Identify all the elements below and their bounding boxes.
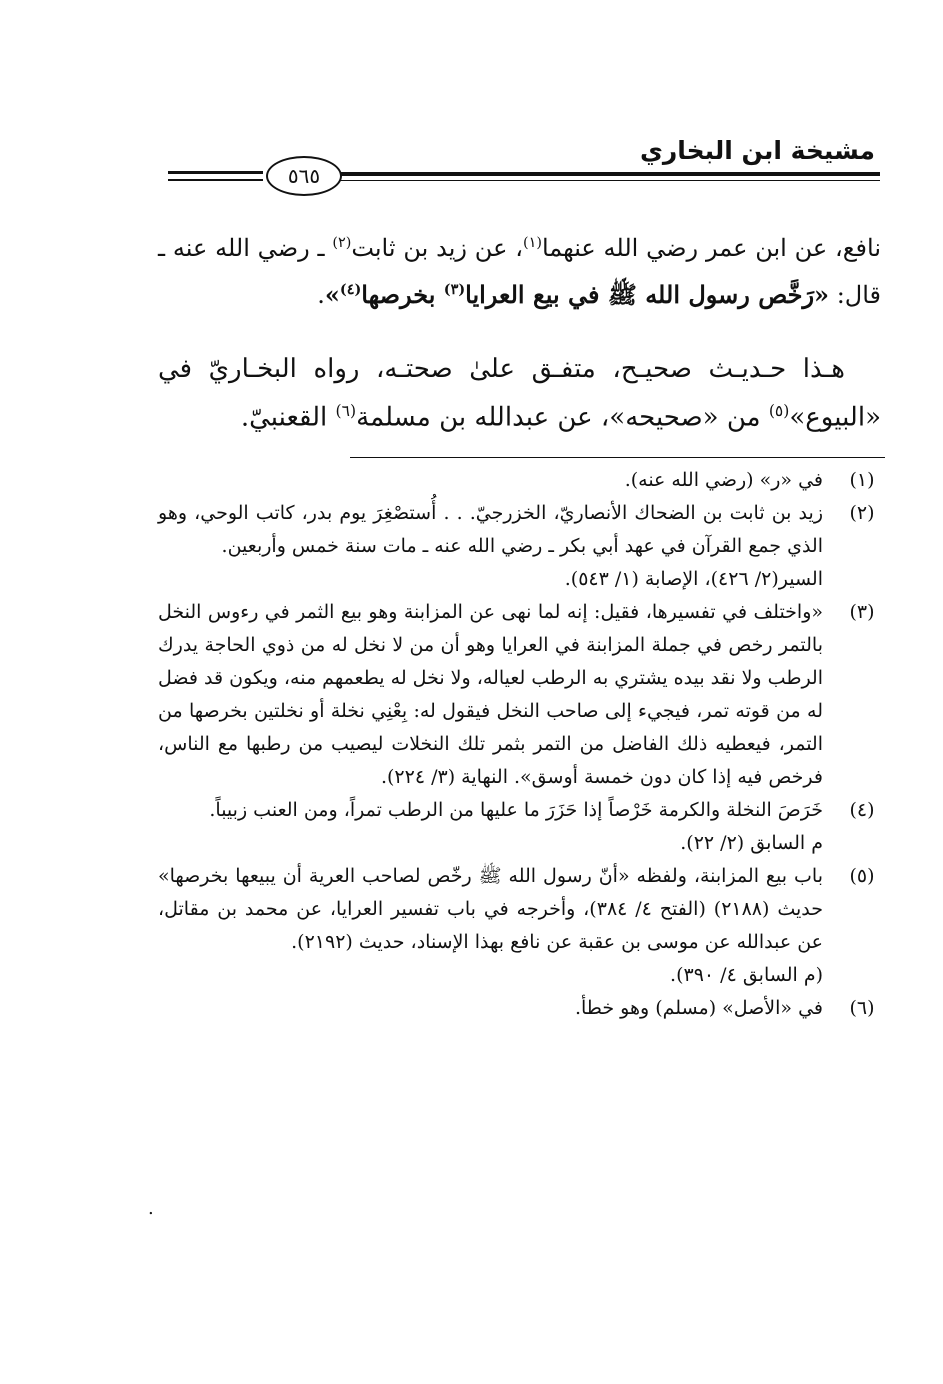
footnote-number: (٤) bbox=[849, 799, 875, 821]
footnote-number: (١) bbox=[849, 469, 875, 491]
footnote-ref-4: (٤) bbox=[339, 281, 362, 298]
footnote-line: في «ر» (رضي الله عنه). bbox=[624, 469, 823, 491]
hadith-text-c: » bbox=[324, 280, 340, 309]
header-rule-thin bbox=[340, 180, 880, 181]
hadith-text bbox=[325, 280, 829, 309]
header-rule-thick bbox=[340, 172, 880, 176]
hadith-end: . bbox=[317, 281, 325, 309]
footnote-line: السير(٢/ ٤٢٦)، الإصابة (١/ ٥٤٣). bbox=[564, 568, 823, 590]
hadith-text-b: بخرصها bbox=[361, 280, 444, 309]
hadith-text-a: «رَخَّص رسول الله ﷺ في بيع العرايا bbox=[465, 280, 830, 309]
footnote-ref-6: (٦) bbox=[335, 402, 357, 420]
footnote-6 bbox=[158, 992, 881, 1025]
footnote-3 bbox=[158, 596, 881, 794]
footnote-ref-3: (٣) bbox=[443, 281, 466, 298]
footnote-line: م السابق (٢/ ٢٢). bbox=[680, 832, 823, 854]
header-rule-left-bottom bbox=[168, 179, 263, 181]
footnote-separator bbox=[350, 457, 885, 458]
footnote-5 bbox=[158, 860, 881, 992]
running-title: مشيخة ابن البخاري bbox=[639, 136, 875, 165]
commentary-text-c: القعنبيّ. bbox=[240, 402, 336, 433]
stray-mark: . bbox=[148, 1198, 154, 1219]
commentary-text-b: من «صحيحه»، عن عبدالله بن مسلمة bbox=[356, 402, 769, 433]
footnote-2 bbox=[158, 497, 881, 596]
footnote-number: (٢) bbox=[849, 502, 875, 524]
footnote-line: خَرَصَ النخلة والكرمة خَرْصاً إذا حَزَرَ ما عليها من الرطب تمراً، ومن العنب زبيباً. bbox=[209, 799, 823, 821]
footnote-1 bbox=[158, 464, 881, 497]
footnote-number: (٥) bbox=[849, 865, 875, 887]
isnad-text: نافع، عن ابن عمر رضي الله عنهما bbox=[541, 234, 882, 262]
commentary-paragraph bbox=[158, 348, 881, 439]
footnotes bbox=[158, 464, 881, 1025]
footnote-number: (٦) bbox=[849, 997, 875, 1019]
footnote-ref-2: (٢) bbox=[332, 235, 352, 251]
footnote-line: في «الأصل» (مسلم) وهو خطأ. bbox=[574, 997, 823, 1019]
footnote-line: باب بيع المزابنة، ولفظه «أنّ رسول الله ﷺ رخّص لصاحب العرية أن يبيعها بخرصها» حديث (٢١٨٨) (الفتح ٤/ ٣٨٤)، وأخرجه في باب تفسير العرايا، عن محمد بن مقاتل، عن عبدالله عن موسى بن عقبة عن نافع بهذا الإسناد، حديث (٢١٩٢). bbox=[158, 865, 823, 953]
page-number: ٥٦٥ bbox=[266, 156, 342, 196]
isnad-text-2: ، عن زيد بن ثابت bbox=[351, 234, 523, 262]
footnote-line: (م السابق ٤/ ٣٩٠). bbox=[670, 964, 823, 986]
footnote-ref-5: (٥) bbox=[768, 402, 790, 420]
footnote-line: زيد بن ثابت بن الضحاك الأنصاريّ، الخزرجيّ. . . أُستصْغِرَ يوم بدر، كاتب الوحي، وهو الذي جمع القرآن في عهد أبي بكر ـ رضي الله عنه ـ مات سنة خمس وأربعين. bbox=[158, 502, 823, 557]
hadith-paragraph bbox=[158, 222, 881, 316]
footnote-number: (٣) bbox=[849, 601, 875, 623]
footnote-4 bbox=[158, 794, 881, 860]
isnad-text-3: ـ رضي الله عنه ـ قال: bbox=[158, 234, 881, 309]
footnote-ref-1: (١) bbox=[522, 235, 542, 251]
commentary-text-a: هـذا حـديـث صحيـح، متفـق علىٰ صحتـه، رواه البخـاريّ في «البيوع» bbox=[158, 354, 881, 433]
header-rule-left-top bbox=[168, 171, 263, 174]
footnote-line: «واختلف في تفسيرها، فقيل: إنه لما نهى عن المزابنة وهو بيع الثمر في رءوس النخل بالتمر رخص في جملة المزابنة في العرايا وهو أن من لا نخل له من ذوي الحاجة يدرك الرطب ولا نقد بيده يشتري به الرطب لعياله، ولا نخل له يطعمهم منه، ويكون قد فضل له من قوته تمر، فيجيء إلى صاحب النخل فيقول له: بِعْنِي نخلة أو نخلتين بخرصها من التمر، فيعطيه ذلك الفاضل من التمر بثمر تلك النخلات ليصيب من رطبها مع الناس، فرخص فيه إذا كان دون خمسة أوسق». النهاية (٣/ ٢٢٤). bbox=[158, 601, 823, 788]
